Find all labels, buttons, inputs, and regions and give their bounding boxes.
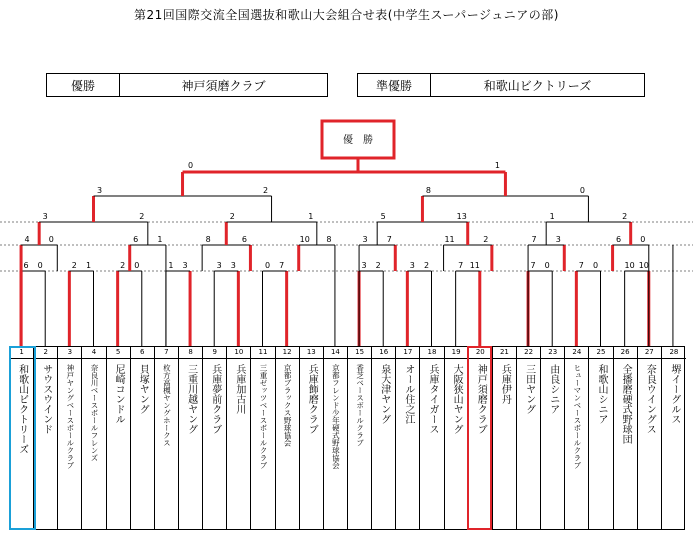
match-score: 10	[299, 235, 310, 244]
match-score: 1	[157, 235, 163, 244]
team-name: 堺イーグルス	[668, 364, 680, 424]
match-score: 0	[187, 161, 194, 170]
winner-team: 神戸須磨クラブ	[181, 78, 266, 93]
team-column	[517, 347, 541, 529]
team-column	[541, 347, 565, 529]
team-column	[58, 347, 82, 529]
team-name: 三重川越ヤング	[185, 364, 197, 434]
match-score: 0	[48, 235, 54, 244]
match-score: 7	[531, 235, 537, 244]
runner-up-team: 和歌山ビクトリーズ	[483, 78, 592, 93]
match-score: 0	[579, 186, 585, 195]
team-column	[227, 347, 251, 529]
match-score: 5	[380, 212, 386, 221]
match-score: 3	[230, 261, 236, 270]
team-number: 19	[445, 347, 468, 359]
page-title: 第21回国際交流全国選抜和歌山大会組合せ表(中学生スーパージュニアの部)	[134, 8, 559, 22]
match-score: 3	[555, 235, 561, 244]
match-score: 7	[279, 261, 285, 270]
team-column	[372, 347, 396, 529]
match-score: 2	[139, 212, 145, 221]
team-name: 和歌山シニア	[595, 364, 607, 424]
team-number: 16	[372, 347, 395, 359]
match-score: 1	[168, 261, 174, 270]
match-score: 0	[640, 235, 646, 244]
team-number: 6	[131, 347, 154, 359]
team-number: 2	[34, 347, 57, 359]
team-name: サウスウインド	[40, 364, 52, 434]
match-score: 10	[638, 261, 649, 270]
team-name: 三田ヤング	[523, 364, 535, 414]
team-column	[662, 347, 686, 529]
team-column	[276, 347, 300, 529]
winner-highlight	[467, 346, 492, 530]
team-number: 25	[589, 347, 612, 359]
team-name: 貝塚ヤング	[137, 364, 149, 414]
team-name: 尼崎コンドル	[113, 364, 125, 424]
team-name: 兵庫飾磨クラブ	[306, 364, 318, 434]
team-column	[589, 347, 613, 529]
team-name: 兵庫夢前クラブ	[209, 364, 221, 434]
match-score: 6	[23, 261, 29, 270]
team-column	[396, 347, 420, 529]
team-column	[251, 347, 275, 529]
team-name: ヒューマンベースボールクラブ	[572, 364, 582, 469]
match-score: 6	[133, 235, 139, 244]
match-score: 2	[120, 261, 126, 270]
team-number: 14	[324, 347, 347, 359]
team-name: 和歌山ビクトリーズ	[16, 364, 28, 454]
team-column	[565, 347, 589, 529]
team-number: 24	[565, 347, 588, 359]
match-score: 0	[592, 261, 599, 270]
team-number: 4	[82, 347, 105, 359]
match-score: 1	[494, 161, 500, 170]
team-name: 兵庫伊丹	[499, 364, 511, 404]
team-column	[420, 347, 444, 529]
team-name: オール住之江	[402, 364, 414, 424]
match-score: 0	[544, 261, 550, 270]
match-score: 2	[483, 235, 489, 244]
team-column	[614, 347, 638, 529]
match-score: 3	[409, 261, 415, 270]
team-number: 17	[396, 347, 419, 359]
match-score: 3	[42, 212, 48, 221]
match-score: 7	[530, 261, 536, 270]
team-name: 神戸ヤングベースボールクラブ	[65, 364, 75, 469]
team-column	[324, 347, 348, 529]
team-number: 3	[58, 347, 81, 359]
bracket-lines	[21, 158, 673, 346]
match-score: 2	[263, 186, 269, 195]
team-name: 枚方高槻ヤングホークス	[162, 364, 172, 447]
match-score: 3	[216, 261, 222, 270]
team-column	[107, 347, 131, 529]
team-name: 香芝ベースボールクラブ	[355, 364, 365, 447]
team-column	[348, 347, 372, 529]
match-score: 2	[71, 261, 77, 270]
team-number: 9	[203, 347, 226, 359]
match-score: 0	[37, 261, 43, 270]
team-number: 20	[469, 347, 492, 359]
team-number: 11	[251, 347, 274, 359]
winner-label: 優勝	[47, 74, 120, 96]
match-score: 8	[205, 235, 211, 244]
match-score: 2	[229, 212, 235, 221]
match-score: 10	[624, 261, 635, 270]
team-name: 全播磨硬式野球団	[620, 364, 632, 444]
match-score: 1	[549, 212, 555, 221]
team-name: 兵庫加古川	[233, 364, 245, 414]
team-number: 13	[300, 347, 323, 359]
match-score: 7	[386, 235, 392, 244]
match-score: 3	[182, 261, 188, 270]
team-column	[300, 347, 324, 529]
team-number: 22	[517, 347, 540, 359]
match-score: 11	[444, 235, 455, 244]
match-score: 1	[308, 212, 314, 221]
bracket-scores	[24, 161, 649, 270]
team-name: 大阪狭山ヤング	[451, 364, 463, 434]
match-score: 2	[622, 212, 628, 221]
team-table	[9, 346, 685, 530]
team-name: 三重ゼッツベースボールクラブ	[258, 364, 268, 469]
match-score: 13	[456, 212, 467, 221]
team-number: 15	[348, 347, 371, 359]
team-number: 12	[276, 347, 299, 359]
match-score: 4	[24, 235, 30, 244]
team-number: 26	[614, 347, 637, 359]
team-name: 京都ブラックス野球協会	[283, 364, 293, 447]
team-number: 1	[10, 347, 33, 359]
match-score: 3	[362, 235, 368, 244]
match-score: 7	[458, 261, 464, 270]
team-column	[203, 347, 227, 529]
runner-up-highlight	[9, 346, 36, 530]
team-column	[82, 347, 106, 529]
match-score: 0	[134, 261, 140, 270]
team-column	[179, 347, 203, 529]
team-name: 由良シニア	[547, 364, 559, 414]
team-name: 京都フレンド少年硬式野球協会	[331, 364, 341, 469]
match-score: 6	[616, 235, 622, 244]
match-score: 7	[578, 261, 584, 270]
team-number: 18	[420, 347, 443, 359]
match-score: 3	[361, 261, 367, 270]
team-number: 8	[179, 347, 202, 359]
team-column	[445, 347, 469, 529]
team-number: 28	[662, 347, 686, 359]
match-score: 8	[326, 235, 332, 244]
team-name: 兵庫タイガース	[426, 364, 438, 434]
team-column	[493, 347, 517, 529]
match-score: 8	[425, 186, 431, 195]
match-score: 11	[469, 261, 480, 270]
match-score: 1	[85, 261, 92, 270]
match-score: 2	[423, 261, 430, 270]
match-score: 6	[241, 235, 247, 244]
team-number: 7	[155, 347, 178, 359]
match-score: 0	[264, 261, 271, 270]
team-column	[638, 347, 662, 529]
team-name: 奈良川ベースボールフレンズ	[89, 364, 99, 462]
match-score: 2	[375, 261, 381, 270]
team-column	[155, 347, 179, 529]
team-number: 5	[107, 347, 130, 359]
team-number: 10	[227, 347, 250, 359]
team-name: 神戸須磨クラブ	[475, 364, 487, 434]
final-label: 優 勝	[343, 135, 373, 146]
team-name: 奈良ウイングス	[644, 364, 656, 434]
team-name: 泉大津ヤング	[378, 364, 390, 424]
runner-up-label: 準優勝	[358, 74, 431, 96]
team-column	[34, 347, 58, 529]
team-number: 23	[541, 347, 564, 359]
team-number: 27	[638, 347, 661, 359]
team-number: 21	[493, 347, 516, 359]
team-column	[131, 347, 155, 529]
match-score: 3	[96, 186, 103, 195]
